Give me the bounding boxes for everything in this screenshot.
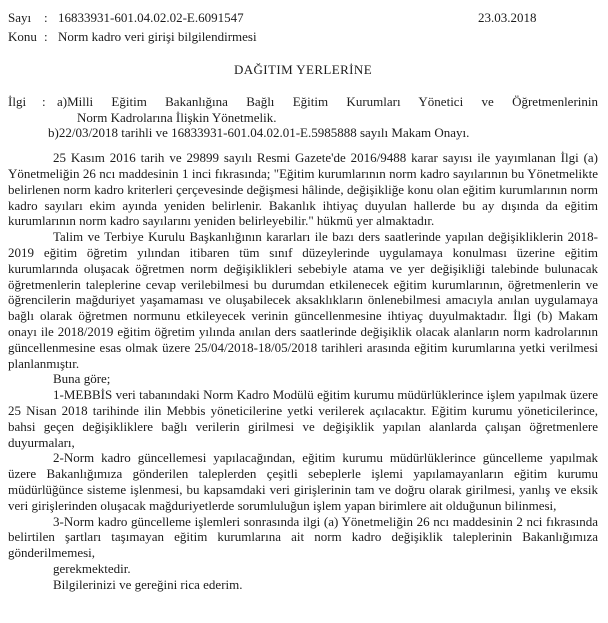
list-item-1: 1-MEBBİS veri tabanındaki Norm Kadro Modülü eğitim kurumu müdürlüklerince işlem yapılmak üzere 25 Nisan 2018 tarihinde ilin Mebbis yöneticilerine yetki verilerek açılacaktır. Eğitim kurumu yöneticilerince, bahsi geçen değişikliklere bağlı verilerin girilmesi ve değişiklik yapılan alanlarda çalışan öğretmenlere duyurmaları,: [8, 387, 598, 450]
document-header: [8, 8, 598, 46]
konu-colon: :: [44, 29, 48, 44]
closing-gerekmektedir: gerekmektedir.: [53, 560, 131, 576]
konu-label: Konu: [8, 29, 37, 44]
ilgi-label: İlgi: [8, 93, 27, 109]
konu-row: [8, 27, 598, 46]
buna-gore-line: Buna göre;: [53, 371, 111, 387]
document-date: 23.03.2018: [478, 10, 537, 25]
paragraph-legal-basis: 25 Kasım 2016 tarih ve 29899 sayılı Resmi Gazete'de 2016/9488 karar sayısı ile yayımlanan İlgi (a) Yönetmeliğin 26 ncı maddesinin 1 inci fıkrasında; "Eğitim kurumlarının norm kadro sayılarının bu Yönetmelikte belirlenen norm kadro kriterleri çerçevesinde değişmesi hâlinde, değişikliğe konu olan eğitim kurumlarının norm kadro sayıları ekim ayında yeniden belirlenir. Bakanlık ihtiyaç duyulan hallerde bu ay dışında da eğitim kurumlarının norm kadro sayılarını yeniden belirleyebilir." hükmü yer almaktadır.: [8, 150, 598, 229]
sayi-label: Sayı: [8, 10, 32, 25]
ilgi-item-b: b)22/03/2018 tarihli ve 16833931-601.04.02.01-E.5985888 sayılı Makam Onayı.: [48, 125, 470, 141]
addressee-title: DAĞITIM YERLERİNE: [233, 62, 373, 77]
paragraph-explanation: Talim ve Terbiye Kurulu Başkanlığının kararları ile bazı ders saatlerinde yapılan değişikliklerin 2018-2019 eğitim öğretim yılından itibaren tüm sınıf düzeylerinde uygulamaya konulması üzerine eğitim kurumlarında oluşacak öğretmen norm değişiklikleri sebebiyle atama ve yer değişikliği talebinde bulunacak öğretmenlerin taleplerine cevap verilebilmesi bu durumdan etkilenecek eğitim kurumlarının, öğretmenlerin ve öğrencilerin mağduriyet yaşamaması ve oluşabilecek aksaklıkların önlenebilmesi amacıyla anılan uygulamaya bağlı olarak öğretmen normunu etkileyecek verinin güncellenmesine ihtiyaç duyulmaktadır. İlgi (b) Makam onayı ile 2018/2019 eğitim öğretim yılında anılan ders saatlerinde değişiklik olacak alanların norm kadrolarının güncellenmesine esas olmak üzere 25/04/2018-18/05/2018 tarihleri arasında eğitim kurumlarına yetki verilmesi planlanmıştır.: [8, 229, 598, 371]
closing-rica: Bilgilerinizi ve gereğini rica ederim.: [53, 576, 243, 592]
ilgi-item-a-line2: Norm Kadrolarına İlişkin Yönetmelik.: [77, 109, 277, 125]
ilgi-colon: :: [42, 93, 46, 109]
sayi-colon: :: [44, 10, 48, 25]
list-item-2: 2-Norm kadro güncellemesi yapılacağından, eğitim kurumu müdürlüklerince güncelleme yapılmak üzere Bakanlığımıza gönderilen taleplerden çeşitli sebeplerle işlemi yapılamayanların eğitim kurumu müdürlüğünce sisteme işlenmesi, bu kapsamdaki veri girişlerinin tam ve doğru olarak girilmesi, yanlış ve eksik veri girişlerinden oluşacak mağduriyetlerde sorumluluğun işlem yapan birimlere ait olduğunun bilinmesi,: [8, 450, 598, 513]
ilgi-block: [8, 94, 598, 141]
ilgi-content: [48, 93, 598, 141]
ilgi-item-a-line1: a)Milli Eğitim Bakanlığına Bağlı Eğitim Kurumları Yönetici ve Öğretmenlerinin: [57, 93, 598, 109]
list-item-3: 3-Norm kadro güncelleme işlemleri sonrasında ilgi (a) Yönetmeliğin 26 ncı maddesinin 2 nci fıkrasında belirtilen şartları taşımayan eğitim kurumlarına ait norm kadro değişiklik taleplerinin Bakanlığımıza gönderilmemesi,: [8, 513, 598, 561]
sayi-value: 16833931-601.04.02.02-E.6091547: [58, 10, 244, 25]
konu-value: Norm kadro veri girişi bilgilendirmesi: [58, 29, 257, 44]
